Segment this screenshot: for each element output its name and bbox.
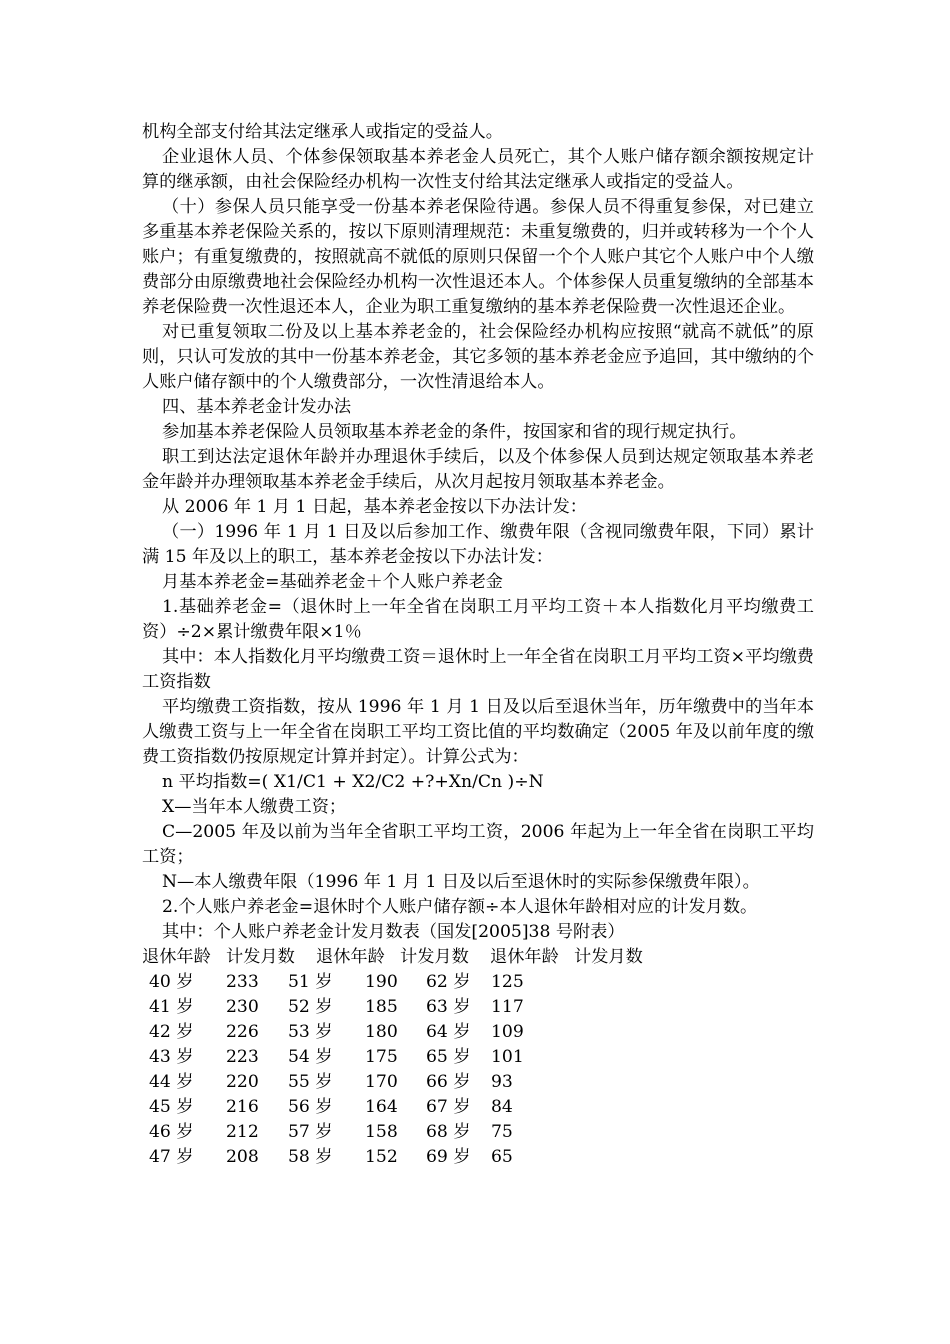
- paragraph: 企业退休人员、个体参保领取基本养老金人员死亡，其个人账户储存额余额按规定计算的继承额，由社会保险经办机构一次性支付给其法定继承人或指定的受益人。: [142, 147, 814, 192]
- table-cell: 63 岁: [426, 997, 471, 1017]
- table-cell: 57 岁: [288, 1122, 333, 1142]
- formula-line: 2.个人账户养老金=退休时个人账户储存额÷本人退休年龄相对应的计发月数。: [162, 897, 758, 917]
- table-cell: 58 岁: [288, 1147, 333, 1167]
- paragraph: 机构全部支付给其法定继承人或指定的受益人。: [142, 122, 503, 142]
- table-header-cell: 退休年龄: [316, 947, 385, 967]
- table-header-cell: 计发月数: [574, 947, 643, 967]
- section-heading: 四、基本养老金计发办法: [162, 397, 352, 417]
- table-cell: 164: [365, 1097, 398, 1117]
- table-header-cell: 退休年龄: [490, 947, 559, 967]
- table-cell: 220: [226, 1072, 259, 1092]
- table-row: [142, 970, 814, 995]
- paragraph: 参加基本养老保险人员领取基本养老金的条件，按国家和省的现行规定执行。: [162, 422, 747, 442]
- table-cell: 180: [365, 1022, 398, 1042]
- table-cell: 45 岁: [149, 1097, 194, 1117]
- paragraph: 对已重复领取二份及以上基本养老金的，社会保险经办机构应按照“就高不就低”的原则，只认可发放的其中一份基本养老金，其它多领的基本养老金应予追回，其中缴纳的个人账户储存额中的个人缴费部分，一次性清退给本人。: [142, 322, 814, 392]
- paragraph: （一）1996 年 1 月 1 日及以后参加工作、缴费年限（含视同缴费年限，下同）累计满 15 年及以上的职工，基本养老金按以下办法计发：: [142, 522, 814, 567]
- table-cell: 41 岁: [149, 997, 194, 1017]
- table-cell: 54 岁: [288, 1047, 333, 1067]
- table-caption: 其中：个人账户养老金计发月数表（国发[2005]38 号附表）: [162, 922, 625, 942]
- table-cell: 47 岁: [149, 1147, 194, 1167]
- formula-line: 其中：本人指数化月平均缴费工资＝退休时上一年全省在岗职工月平均工资×平均缴费工资指数: [142, 647, 814, 692]
- table-row: [142, 1095, 814, 1120]
- table-cell: 175: [365, 1047, 398, 1067]
- table-cell: 46 岁: [149, 1122, 194, 1142]
- table-row: [142, 1120, 814, 1145]
- table-cell: 65: [491, 1147, 513, 1167]
- table-cell: 44 岁: [149, 1072, 194, 1092]
- table-cell: 40 岁: [149, 972, 194, 992]
- table-cell: 69 岁: [426, 1147, 471, 1167]
- definition-line: N—本人缴费年限（1996 年 1 月 1 日及以后至退休时的实际参保缴费年限）。: [162, 872, 760, 892]
- table-cell: 152: [365, 1147, 398, 1167]
- table-cell: 190: [365, 972, 398, 992]
- table-header-row: [142, 945, 814, 970]
- table-cell: 52 岁: [288, 997, 333, 1017]
- formula-line: 月基本养老金=基础养老金＋个人账户养老金: [162, 572, 503, 592]
- paragraph: 从 2006 年 1 月 1 日起，基本养老金按以下办法计发：: [162, 497, 587, 517]
- payout-months-table: [142, 945, 814, 1170]
- table-cell: 212: [226, 1122, 259, 1142]
- formula-line: 1.基础养老金=（退休时上一年全省在岗职工月平均工资＋本人指数化月平均缴费工资）÷2×累计缴费年限×1％: [142, 597, 814, 642]
- table-cell: 233: [226, 972, 259, 992]
- table-cell: 125: [491, 972, 524, 992]
- table-header-cell: 计发月数: [400, 947, 469, 967]
- table-row: [142, 1145, 814, 1170]
- table-cell: 84: [491, 1097, 513, 1117]
- table-row: [142, 1070, 814, 1095]
- table-cell: 42 岁: [149, 1022, 194, 1042]
- table-cell: 109: [491, 1022, 524, 1042]
- table-cell: 230: [226, 997, 259, 1017]
- table-cell: 170: [365, 1072, 398, 1092]
- table-cell: 64 岁: [426, 1022, 471, 1042]
- table-header-cell: 计发月数: [226, 947, 295, 967]
- table-row: [142, 1020, 814, 1045]
- table-cell: 226: [226, 1022, 259, 1042]
- table-cell: 53 岁: [288, 1022, 333, 1042]
- paragraph: 职工到达法定退休年龄并办理退休手续后，以及个体参保人员到达规定领取基本养老金年龄并办理领取基本养老金手续后，从次月起按月领取基本养老金。: [142, 447, 814, 492]
- table-cell: 158: [365, 1122, 398, 1142]
- table-cell: 216: [226, 1097, 259, 1117]
- table-cell: 65 岁: [426, 1047, 471, 1067]
- table-cell: 56 岁: [288, 1097, 333, 1117]
- table-cell: 51 岁: [288, 972, 333, 992]
- table-cell: 62 岁: [426, 972, 471, 992]
- definition-line: X—当年本人缴费工资；: [162, 797, 347, 817]
- table-cell: 55 岁: [288, 1072, 333, 1092]
- table-cell: 208: [226, 1147, 259, 1167]
- table-row: [142, 1045, 814, 1070]
- paragraph: （十）参保人员只能享受一份基本养老保险待遇。参保人员不得重复参保，对已建立多重基本养老保险关系的，按以下原则清理规范：未重复缴费的，归并或转移为一个个人账户；有重复缴费的，按照就高不就低的原则只保留一个个人账户其它个人账户中个人缴费部分由原缴费地社会保险经办机构一次性退还本人。个体参保人员重复缴纳的全部基本养老保险费一次性退还本人，企业为职工重复缴纳的基本养老保险费一次性退还企业。: [142, 197, 814, 317]
- table-cell: 43 岁: [149, 1047, 194, 1067]
- formula-line: n 平均指数=( X1/C1 + X2/C2 +?+Xn/Cn )÷N: [162, 772, 544, 792]
- table-cell: 93: [491, 1072, 513, 1092]
- table-cell: 75: [491, 1122, 513, 1142]
- table-cell: 223: [226, 1047, 259, 1067]
- table-cell: 68 岁: [426, 1122, 471, 1142]
- table-cell: 67 岁: [426, 1097, 471, 1117]
- table-header-cell: 退休年龄: [142, 947, 211, 967]
- table-cell: 101: [491, 1047, 524, 1067]
- document-page: [142, 120, 814, 1170]
- table-cell: 66 岁: [426, 1072, 471, 1092]
- table-cell: 185: [365, 997, 398, 1017]
- table-row: [142, 995, 814, 1020]
- paragraph: 平均缴费工资指数，按从 1996 年 1 月 1 日及以后至退休当年，历年缴费中的当年本人缴费工资与上一年全省在岗职工平均工资比值的平均数确定（2005 年及以前年度的缴费工资指数仍按原规定计算并封定）。计算公式为：: [142, 697, 814, 767]
- table-cell: 117: [491, 997, 524, 1017]
- definition-line: C—2005 年及以前为当年全省职工平均工资，2006 年起为上一年全省在岗职工平均工资；: [142, 822, 814, 867]
- document-body: [142, 120, 814, 945]
